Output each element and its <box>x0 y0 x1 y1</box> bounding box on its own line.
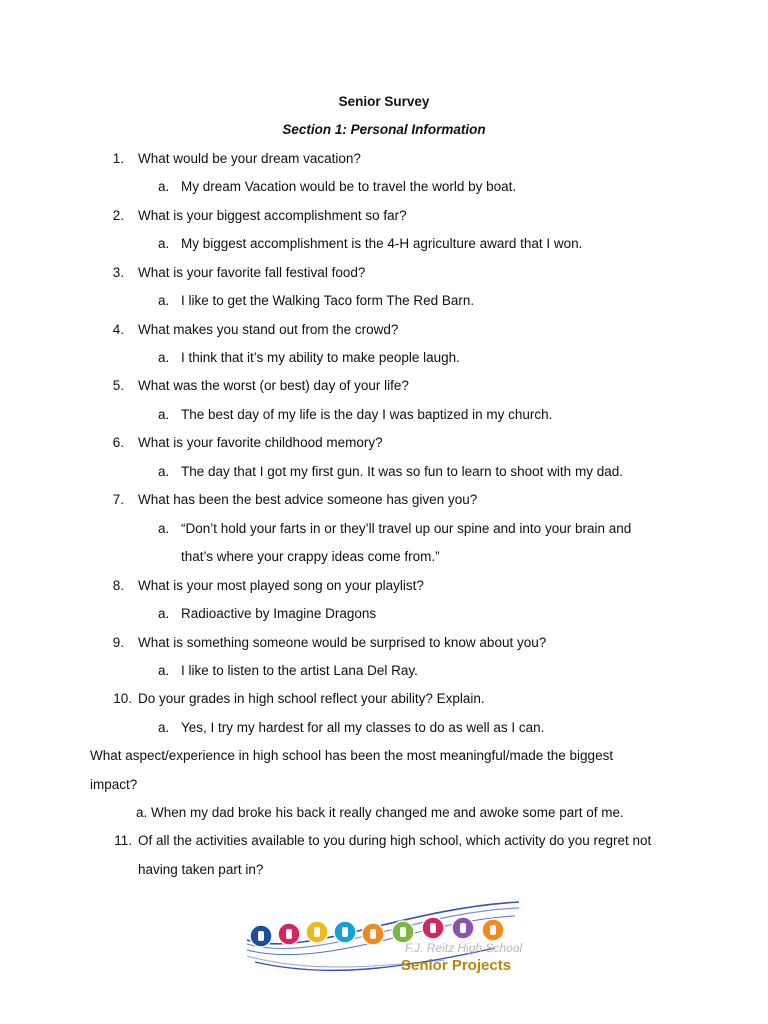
answer-text: Radioactive by Imagine Dragons <box>181 606 377 621</box>
answer-text: I like to get the Walking Taco form The Red Barn. <box>181 293 475 308</box>
logo-graphic <box>245 898 523 980</box>
answer-text: that’s where your crappy ideas come from.” <box>181 549 440 564</box>
question-text: What is your favorite fall festival food? <box>138 265 366 280</box>
unnumbered-answer: a. When my dad broke his back it really changed me and awoke some part of me. <box>136 805 624 820</box>
answer-text: I like to listen to the artist Lana Del Ray. <box>181 663 418 678</box>
item-number: 2. <box>112 208 124 223</box>
unnumbered-question-line: impact? <box>90 777 138 792</box>
answer-text: My dream Vacation would be to travel the world by boat. <box>181 179 517 194</box>
question-text: Do your grades in high school reflect your ability? Explain. <box>138 691 485 706</box>
question-text: What is your biggest accomplishment so far? <box>138 208 407 223</box>
item-number: 10. <box>113 691 132 706</box>
answer-text: I think that it’s my ability to make people laugh. <box>181 350 460 365</box>
answer-text: The best day of my life is the day I was baptized in my church. <box>181 407 553 422</box>
logo-senior-projects: Senior Projects <box>401 957 512 974</box>
activity-icon-glyph <box>342 927 348 937</box>
answer-marker: a. <box>158 236 170 251</box>
activity-icon-glyph <box>400 927 406 937</box>
item-number: 3. <box>112 265 124 280</box>
section-title: Section 1: Personal Information <box>282 122 486 137</box>
answer-marker: a. <box>158 464 170 479</box>
question-text: What makes you stand out from the crowd? <box>138 322 399 337</box>
answer-marker: a. <box>158 521 170 536</box>
question-text: What is your favorite childhood memory? <box>138 435 383 450</box>
document-title: Senior Survey <box>338 94 430 109</box>
activity-icon-glyph <box>258 931 264 941</box>
item-number: 4. <box>112 322 124 337</box>
activity-icon-glyph <box>370 929 376 939</box>
answer-marker: a. <box>158 350 170 365</box>
item-number: 11. <box>114 833 132 848</box>
activity-icon-glyph <box>490 925 496 935</box>
item-number: 8. <box>112 578 124 593</box>
senior-projects-logo <box>245 898 523 980</box>
question-text: What is something someone would be surprised to know about you? <box>138 635 547 650</box>
answer-text: My biggest accomplishment is the 4-H agriculture award that I won. <box>181 236 583 251</box>
question-text: What has been the best advice someone has given you? <box>138 492 478 507</box>
activity-icon-glyph <box>286 929 292 939</box>
answer-marker: a. <box>158 720 170 735</box>
activity-icon-glyph <box>314 927 320 937</box>
answer-marker: a. <box>158 606 170 621</box>
question-text: having taken part in? <box>138 862 264 877</box>
question-text: Of all the activities available to you during high school, which activity do you regret not <box>138 833 652 848</box>
unnumbered-question-line: What aspect/experience in high school has been the most meaningful/made the biggest <box>90 748 614 763</box>
answer-text: Yes, I try my hardest for all my classes to do as well as I can. <box>181 720 545 735</box>
question-text: What is your most played song on your playlist? <box>138 578 424 593</box>
item-number: 1. <box>112 151 124 166</box>
answer-marker: a. <box>158 179 170 194</box>
item-number: 9. <box>112 635 124 650</box>
answer-text: “Don’t hold your farts in or they’ll travel up our spine and into your brain and <box>181 521 632 536</box>
answer-text: The day that I got my first gun. It was so fun to learn to shoot with my dad. <box>181 464 623 479</box>
activity-icon-glyph <box>460 923 466 933</box>
question-text: What was the worst (or best) day of your life? <box>138 378 409 393</box>
question-text: What would be your dream vacation? <box>138 151 361 166</box>
item-number: 5. <box>112 378 124 393</box>
activity-icon-glyph <box>430 923 436 933</box>
answer-marker: a. <box>158 407 170 422</box>
item-number: 6. <box>112 435 124 450</box>
answer-marker: a. <box>158 663 170 678</box>
logo-school-name: F.J. Reitz High School <box>405 941 523 955</box>
item-number: 7. <box>112 492 124 507</box>
answer-marker: a. <box>158 293 170 308</box>
